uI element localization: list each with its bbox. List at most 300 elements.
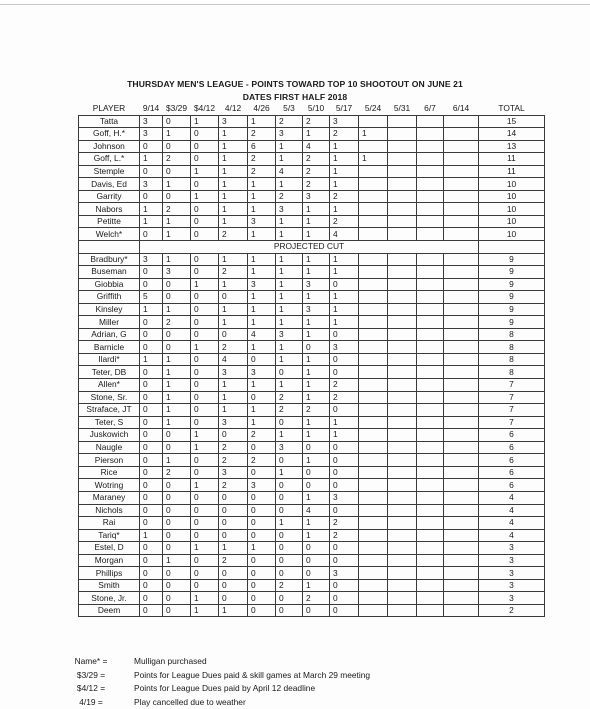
points-cell: 3 [276,203,303,216]
table-row [79,165,545,178]
points-cell: 0 [140,278,163,291]
points-cell: 0 [163,115,191,128]
points-cell: 0 [276,604,303,617]
points-cell [388,278,417,291]
points-cell [444,592,479,605]
points-cell: 0 [163,190,191,203]
points-cell: 3 [219,466,248,479]
points-cell: 1 [191,341,219,354]
points-cell: 2 [163,203,191,216]
legend-text: Points for League Dues paid & skill games at March 29 meeting [134,669,371,680]
points-cell: 1 [303,353,330,366]
points-cell [388,316,417,329]
player-name-cell: Adrian, G [79,328,140,341]
total-cell: 6 [479,466,545,479]
points-cell: 0 [191,416,219,429]
standings-table [78,103,545,617]
points-cell [444,554,479,567]
points-cell: 0 [140,190,163,203]
player-name-cell: Griffith [79,291,140,304]
points-cell: 1 [276,341,303,354]
table-row [79,567,545,580]
points-cell: 3 [276,328,303,341]
total-cell: 2 [479,604,545,617]
total-cell: 10 [479,178,545,191]
total-cell: 8 [479,366,545,379]
player-name-cell: Petitte [79,215,140,228]
points-cell: 1 [276,266,303,279]
points-cell: 0 [140,228,163,241]
points-cell: 0 [140,466,163,479]
points-cell: 1 [248,303,276,316]
points-cell: 2 [303,165,330,178]
points-cell: 0 [276,366,303,379]
points-cell: 1 [163,253,191,266]
points-cell [359,579,388,592]
points-cell: 4 [276,165,303,178]
points-cell: 1 [140,303,163,316]
legend-key: $4/12 = [76,683,106,694]
total-cell: 10 [479,203,545,216]
points-cell: 1 [276,228,303,241]
points-cell [388,353,417,366]
points-cell: 2 [303,153,330,166]
points-cell: 0 [248,592,276,605]
table-row [79,391,545,404]
points-cell [417,567,444,580]
table-row [79,253,545,266]
points-cell: 0 [163,567,191,580]
points-cell: 1 [330,316,359,329]
player-name-cell: Morgan [79,554,140,567]
points-cell [417,504,444,517]
points-cell [388,604,417,617]
points-cell: 0 [330,441,359,454]
points-cell: 2 [330,391,359,404]
projected-cut-row [79,241,545,254]
column-header: $4/12 [194,103,215,114]
player-name-cell: Phillips [79,567,140,580]
points-cell: 0 [163,278,191,291]
points-cell [359,454,388,467]
points-cell [444,203,479,216]
points-cell: 1 [330,165,359,178]
points-cell [359,504,388,517]
points-cell [359,429,388,442]
points-cell: 0 [163,592,191,605]
points-cell: 1 [191,190,219,203]
points-cell: 2 [248,429,276,442]
player-name-cell: Smith [79,579,140,592]
points-cell: 2 [330,215,359,228]
points-cell [417,517,444,530]
cut-spacer-cell [79,241,140,254]
points-cell [417,379,444,392]
table-row [79,128,545,141]
points-cell: 3 [140,115,163,128]
points-cell [388,491,417,504]
points-cell: 0 [276,491,303,504]
points-cell: 0 [140,504,163,517]
points-cell: 2 [248,165,276,178]
page-title: THURSDAY MEN'S LEAGUE - POINTS TOWARD TOP 10 SHOOTOUT ON JUNE 21 [127,79,463,89]
points-cell: 1 [330,303,359,316]
total-cell: 4 [479,529,545,542]
points-cell [388,504,417,517]
points-cell [444,115,479,128]
points-cell [388,328,417,341]
points-cell: 0 [191,215,219,228]
points-cell: 0 [248,554,276,567]
legend-item [68,655,370,669]
points-cell [359,140,388,153]
points-cell [444,416,479,429]
points-cell: 4 [303,140,330,153]
points-cell: 1 [219,379,248,392]
points-cell: 3 [248,366,276,379]
points-cell: 1 [219,604,248,617]
table-row [79,278,545,291]
points-cell: 1 [191,429,219,442]
points-cell: 6 [248,140,276,153]
points-cell: 1 [163,404,191,417]
points-cell: 0 [330,579,359,592]
table-row [79,554,545,567]
total-cell: 10 [479,190,545,203]
points-cell [359,115,388,128]
points-cell [359,165,388,178]
points-cell [444,441,479,454]
points-cell [388,128,417,141]
points-cell [417,253,444,266]
points-cell [388,178,417,191]
points-cell: 1 [330,253,359,266]
points-cell: 1 [303,291,330,304]
column-header: 4/26 [253,103,270,114]
points-cell [388,542,417,555]
points-cell [417,579,444,592]
table-row [79,441,545,454]
points-cell [444,266,479,279]
points-cell: 0 [191,554,219,567]
points-cell [388,190,417,203]
points-cell: 0 [140,266,163,279]
points-cell: 0 [191,178,219,191]
points-cell: 0 [330,466,359,479]
points-cell [444,291,479,304]
points-cell: 1 [248,115,276,128]
points-cell: 3 [330,567,359,580]
points-cell: 1 [219,391,248,404]
table-row [79,479,545,492]
points-cell [444,353,479,366]
points-cell: 0 [140,429,163,442]
points-cell: 0 [248,579,276,592]
points-cell: 0 [140,479,163,492]
top-ten-rows [79,115,545,240]
points-cell: 1 [303,491,330,504]
points-cell: 0 [248,529,276,542]
points-cell: 1 [248,190,276,203]
points-cell [444,328,479,341]
points-cell [444,190,479,203]
points-cell [417,178,444,191]
points-cell: 0 [276,416,303,429]
points-cell [359,303,388,316]
points-cell [388,140,417,153]
points-cell: 3 [248,278,276,291]
player-name-cell: Johnson [79,140,140,153]
points-cell [417,454,444,467]
player-name-cell: Straface, JT [79,404,140,417]
points-cell: 3 [330,491,359,504]
points-cell: 0 [330,554,359,567]
points-cell: 0 [276,529,303,542]
points-cell: 0 [330,504,359,517]
points-cell: 0 [163,341,191,354]
header-row [79,103,545,115]
points-cell: 1 [248,416,276,429]
total-cell: 4 [479,517,545,530]
total-cell: 7 [479,404,545,417]
points-cell [359,542,388,555]
points-cell: 0 [191,504,219,517]
points-cell: 1 [303,316,330,329]
points-cell: 0 [276,542,303,555]
points-cell: 1 [163,366,191,379]
points-cell: 1 [303,266,330,279]
table-row [79,366,545,379]
table-row [79,404,545,417]
table-row [79,604,545,617]
points-cell [417,529,444,542]
points-cell: 0 [219,517,248,530]
points-cell: 0 [140,441,163,454]
points-cell [359,529,388,542]
points-cell: 0 [163,504,191,517]
table-row [79,115,545,128]
points-cell: 1 [276,215,303,228]
table-row [79,529,545,542]
points-cell: 0 [191,153,219,166]
total-cell: 9 [479,316,545,329]
points-cell [444,366,479,379]
points-cell [417,542,444,555]
points-cell: 1 [276,316,303,329]
points-cell [359,416,388,429]
points-cell [388,416,417,429]
points-cell: 1 [330,203,359,216]
legend-item [68,682,370,696]
points-cell: 2 [276,115,303,128]
total-cell: 4 [479,491,545,504]
points-cell: 0 [163,441,191,454]
points-cell [359,178,388,191]
points-cell: 2 [330,190,359,203]
points-cell [388,215,417,228]
points-cell: 2 [163,316,191,329]
player-name-cell: Miller [79,316,140,329]
points-cell: 1 [303,391,330,404]
points-cell: 2 [330,128,359,141]
points-cell: 0 [248,391,276,404]
total-cell: 6 [479,429,545,442]
points-cell: 0 [330,353,359,366]
points-cell [359,366,388,379]
points-cell: 0 [191,353,219,366]
points-cell [444,404,479,417]
points-cell: 1 [219,153,248,166]
points-cell: 0 [219,567,248,580]
points-cell: 2 [219,266,248,279]
points-cell: 1 [248,178,276,191]
points-cell: 0 [191,491,219,504]
player-name-cell: Pierson [79,454,140,467]
points-cell: 0 [191,303,219,316]
points-cell: 0 [191,454,219,467]
points-cell: 0 [191,517,219,530]
points-cell: 1 [163,379,191,392]
legend-item [68,669,370,683]
points-cell: 1 [140,353,163,366]
points-cell [444,215,479,228]
points-cell: 0 [276,504,303,517]
points-cell [444,316,479,329]
points-cell [359,567,388,580]
points-cell: 1 [191,441,219,454]
player-name-cell: Buseman [79,266,140,279]
points-cell: 2 [248,153,276,166]
player-name-cell: Garrity [79,190,140,203]
points-cell: 3 [140,178,163,191]
points-cell: 0 [163,529,191,542]
points-cell [417,278,444,291]
points-cell [417,341,444,354]
points-cell: 1 [140,529,163,542]
points-cell: 0 [140,416,163,429]
player-name-cell: Tariq* [79,529,140,542]
player-name-cell: Maraney [79,491,140,504]
points-cell: 0 [140,165,163,178]
points-cell [388,567,417,580]
points-cell: 0 [219,429,248,442]
player-name-cell: Juskowich [79,429,140,442]
points-cell: 0 [140,316,163,329]
points-cell: 2 [330,379,359,392]
points-cell: 5 [140,291,163,304]
points-cell [388,592,417,605]
points-cell: 3 [248,479,276,492]
points-cell [444,228,479,241]
total-cell: 15 [479,115,545,128]
points-cell: 1 [219,190,248,203]
points-cell: 1 [359,128,388,141]
points-cell: 1 [191,542,219,555]
points-cell: 1 [248,404,276,417]
player-name-cell: Tatta [79,115,140,128]
total-cell: 9 [479,253,545,266]
points-cell: 0 [191,567,219,580]
points-cell [417,128,444,141]
points-cell: 0 [219,491,248,504]
column-header: 5/3 [283,103,295,114]
points-cell [444,517,479,530]
points-cell: 4 [303,504,330,517]
legend-item [68,696,370,709]
points-cell [417,366,444,379]
points-cell: 4 [219,353,248,366]
points-cell: 2 [248,454,276,467]
points-cell [444,153,479,166]
table-row [79,291,545,304]
points-cell [417,316,444,329]
total-cell: 9 [479,303,545,316]
points-cell [444,178,479,191]
points-cell [444,379,479,392]
player-name-cell: Stone, Sr. [79,391,140,404]
table-row [79,341,545,354]
points-cell: 1 [140,203,163,216]
points-cell: 1 [330,140,359,153]
player-name-cell: Giobbia [79,278,140,291]
points-cell: 1 [219,140,248,153]
points-cell [388,479,417,492]
points-cell [417,153,444,166]
total-cell: 7 [479,416,545,429]
table-row [79,328,545,341]
points-cell: 0 [163,604,191,617]
player-name-cell: Barnicle [79,341,140,354]
points-cell: 2 [219,479,248,492]
points-cell [359,404,388,417]
table-row [79,303,545,316]
points-cell: 1 [219,404,248,417]
points-cell: 0 [140,404,163,417]
points-cell: 0 [191,529,219,542]
points-cell [388,517,417,530]
player-name-cell: Davis, Ed [79,178,140,191]
points-cell: 0 [276,592,303,605]
points-cell: 0 [276,479,303,492]
table-row [79,215,545,228]
points-cell [359,441,388,454]
points-cell: 0 [140,140,163,153]
points-cell [417,604,444,617]
legend-key: Name* = [74,656,108,666]
column-header: $3/29 [166,103,187,114]
table-row [79,517,545,530]
points-cell: 2 [303,592,330,605]
total-cell: 3 [479,592,545,605]
points-cell: 0 [140,517,163,530]
points-cell: 1 [330,291,359,304]
points-cell: 1 [163,303,191,316]
points-cell: 1 [191,592,219,605]
points-cell: 1 [191,479,219,492]
points-cell: 1 [303,253,330,266]
points-cell: 2 [276,404,303,417]
points-cell: 1 [219,316,248,329]
points-cell: 1 [248,228,276,241]
total-cell: 11 [479,153,545,166]
points-cell: 0 [140,454,163,467]
points-cell [359,517,388,530]
table-row [79,266,545,279]
legend-key: 4/19 = [79,696,103,707]
points-cell [444,604,479,617]
points-cell: 2 [276,190,303,203]
points-cell: 3 [330,341,359,354]
